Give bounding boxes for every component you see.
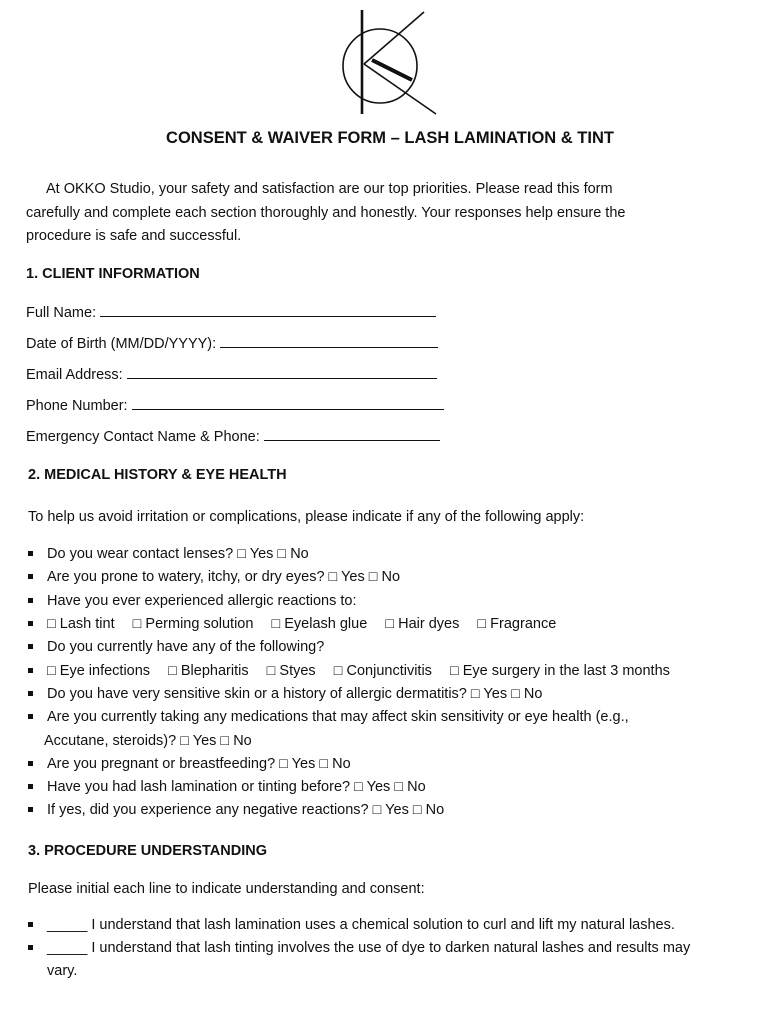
bullet-icon: [28, 644, 33, 649]
intro-line-3: procedure is safe and successful.: [26, 228, 242, 244]
option-conjunctivitis[interactable]: □ Conjunctivitis: [333, 663, 432, 679]
pregnant-question[interactable]: Are you pregnant or breastfeeding? □ Yes □ No: [47, 756, 351, 772]
bullet-icon: [28, 598, 33, 603]
option-eyelash-glue[interactable]: □ Eyelash glue: [271, 616, 368, 632]
bullet-icon: [28, 668, 33, 673]
sensitive-skin-question[interactable]: Do you have very sensitive skin or a history of allergic dermatitis? □ Yes □ No: [47, 686, 543, 702]
option-hair-dyes[interactable]: □ Hair dyes: [385, 616, 460, 632]
email-input-line[interactable]: [127, 366, 437, 379]
option-lash-tint[interactable]: □ Lash tint: [47, 616, 115, 632]
allergen-options: [47, 616, 570, 632]
bullet-icon: [28, 621, 33, 626]
intro-line-2: carefully and complete each section thoroughly and honestly. Your responses help ensure the: [26, 205, 626, 221]
medications-question-line-1: Are you currently taking any medications that may affect skin sensitivity or eye health (e.g.,: [47, 709, 629, 725]
okko-logo-icon: [328, 6, 440, 122]
conditions-question: Do you currently have any of the following?: [47, 639, 325, 655]
bullet-icon: [28, 714, 33, 719]
emergency-contact-input-line[interactable]: [264, 428, 440, 441]
phone-field[interactable]: [26, 397, 444, 414]
phone-input-line[interactable]: [132, 397, 444, 410]
option-blepharitis[interactable]: □ Blepharitis: [168, 663, 249, 679]
email-field[interactable]: [26, 366, 437, 383]
option-eye-infections[interactable]: □ Eye infections: [47, 663, 151, 679]
full-name-input-line[interactable]: [100, 304, 436, 317]
initial-tinting-line-cont: vary.: [47, 963, 78, 979]
emergency-contact-field[interactable]: [26, 428, 440, 445]
medications-question-line-2[interactable]: Accutane, steroids)? □ Yes □ No: [44, 733, 252, 749]
negative-reactions-question[interactable]: If yes, did you experience any negative reactions? □ Yes □ No: [47, 802, 445, 818]
dob-input-line[interactable]: [220, 335, 438, 348]
bullet-icon: [28, 574, 33, 579]
bullet-icon: [28, 551, 33, 556]
bullet-icon: [28, 945, 33, 950]
watery-eyes-question[interactable]: Are you prone to watery, itchy, or dry eyes? □ Yes □ No: [47, 569, 401, 585]
condition-options: [47, 663, 670, 679]
dob-field[interactable]: [26, 335, 438, 352]
phone-label: Phone Number:: [26, 398, 128, 414]
bullet-icon: [28, 691, 33, 696]
option-perming-solution[interactable]: □ Perming solution: [132, 616, 254, 632]
full-name-field[interactable]: [26, 304, 436, 321]
initial-lamination-line[interactable]: _____ I understand that lash lamination uses a chemical solution to curl and lift my natural lashes.: [47, 917, 675, 933]
bullet-icon: [28, 922, 33, 927]
bullet-icon: [28, 761, 33, 766]
intro-line-1: At OKKO Studio, your safety and satisfaction are our top priorities. Please read this form: [46, 181, 613, 197]
email-label: Email Address:: [26, 367, 123, 383]
emergency-contact-label: Emergency Contact Name & Phone:: [26, 429, 260, 445]
section-3-prompt: Please initial each line to indicate understanding and consent:: [28, 881, 425, 897]
allergic-question: Have you ever experienced allergic reactions to:: [47, 593, 357, 609]
option-fragrance[interactable]: □ Fragrance: [477, 616, 557, 632]
page-title: CONSENT & WAIVER FORM – LASH LAMINATION & TINT: [166, 129, 614, 147]
full-name-label: Full Name:: [26, 305, 97, 321]
contacts-question[interactable]: Do you wear contact lenses? □ Yes □ No: [47, 546, 309, 562]
section-2-heading: 2. MEDICAL HISTORY & EYE HEALTH: [28, 467, 287, 483]
initial-tinting-line[interactable]: _____ I understand that lash tinting involves the use of dye to darken natural lashes and results may: [47, 940, 691, 956]
section-3-heading: 3. PROCEDURE UNDERSTANDING: [28, 843, 268, 859]
bullet-icon: [28, 784, 33, 789]
option-eye-surgery[interactable]: □ Eye surgery in the last 3 months: [449, 663, 670, 679]
section-1-heading: 1. CLIENT INFORMATION: [26, 266, 200, 282]
option-styes[interactable]: □ Styes: [266, 663, 316, 679]
dob-label: Date of Birth (MM/DD/YYYY):: [26, 336, 217, 352]
prior-lamination-question[interactable]: Have you had lash lamination or tinting before? □ Yes □ No: [47, 779, 426, 795]
bullet-icon: [28, 807, 33, 812]
section-2-prompt: To help us avoid irritation or complications, please indicate if any of the following apply:: [28, 509, 585, 525]
